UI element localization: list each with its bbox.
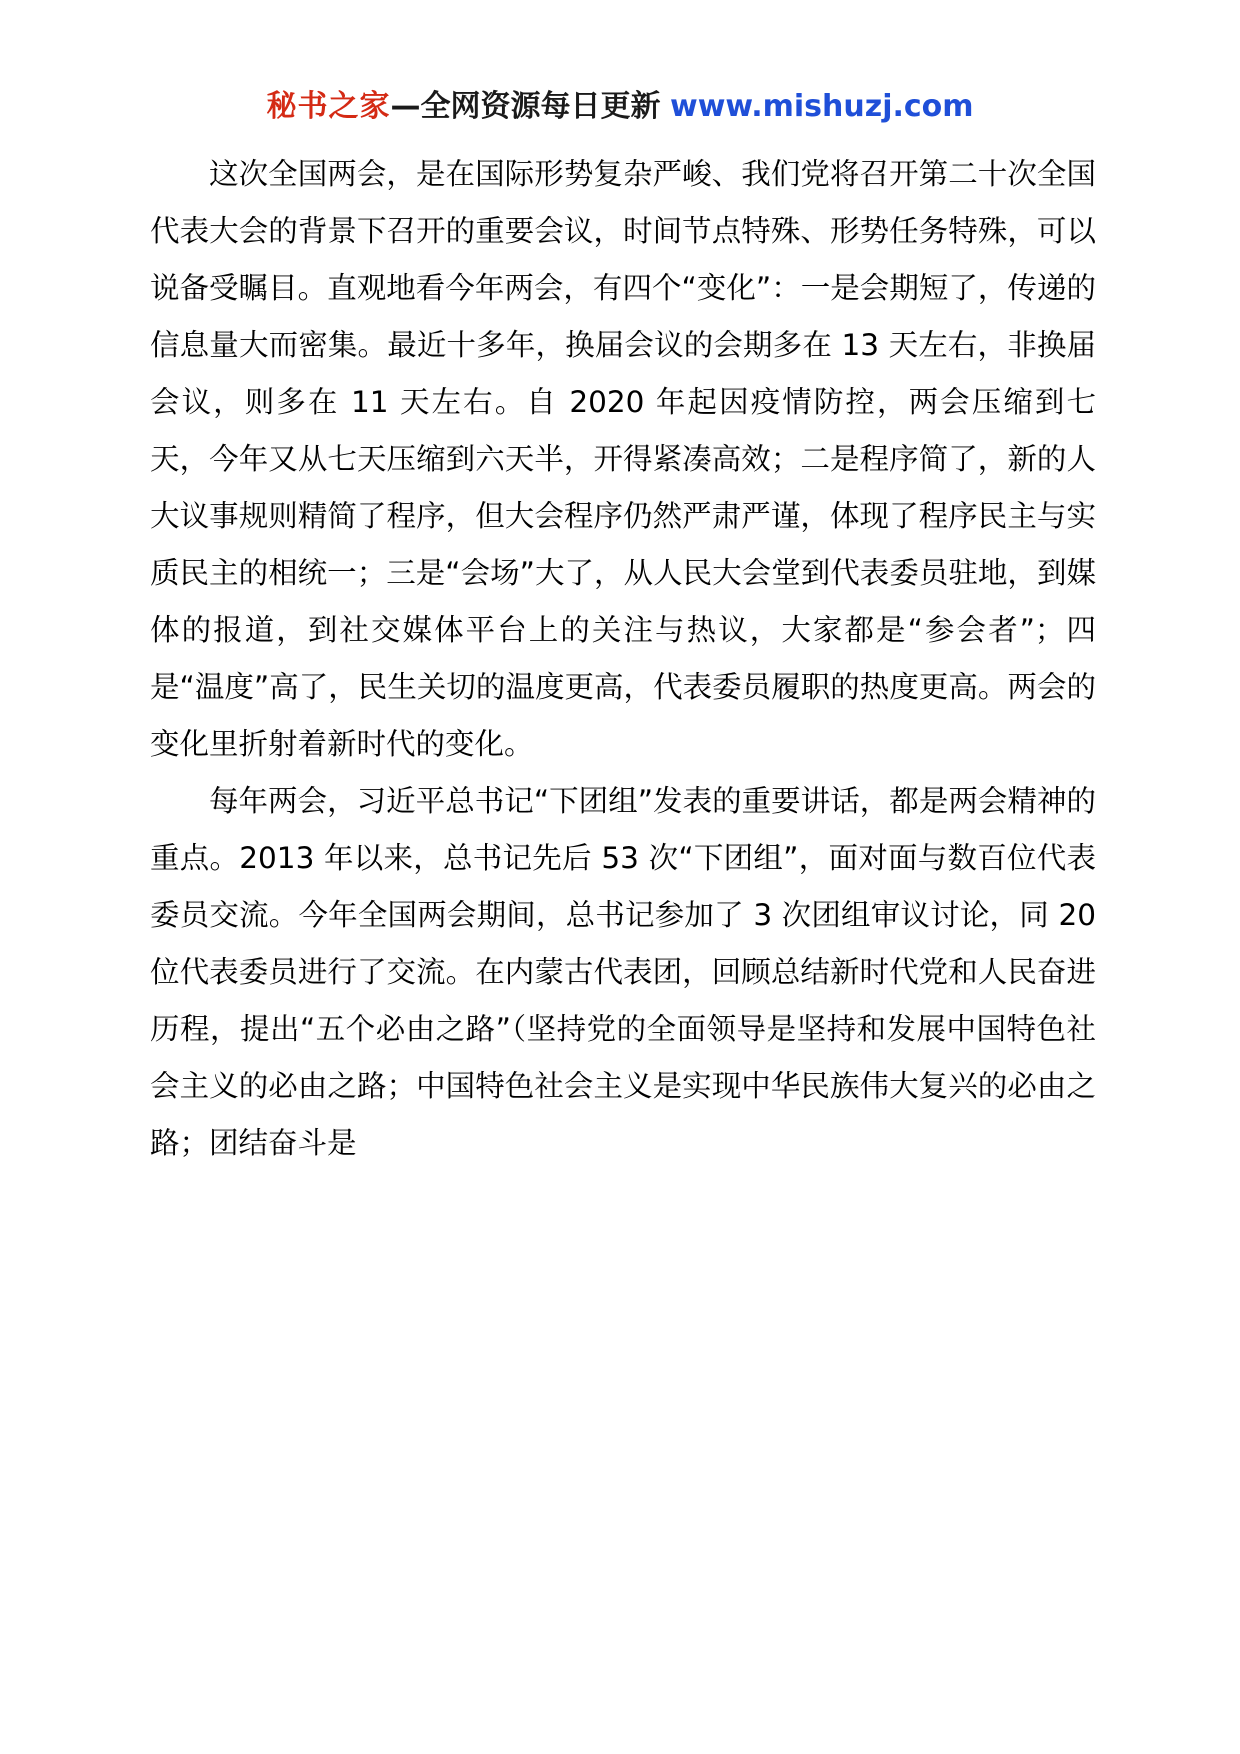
paragraph: 每年两会，习近平总书记“下团组”发表的重要讲话，都是两会精神的重点。2013 年以来，总书记先后 53 次“下团组”，面对面与数百位代表委员交流。今年全国两会期间，总书记参加了 3 次团组审议讨论，同 20 位代表委员进行了交流。在内蒙古代表团，回顾总结新时代党和人民奋进历程，提出“五个必由之路”（坚持党的全面领导是坚持和发展中国特色社会主义的必由之路；中国特色社会主义是实现中华民族伟大复兴的必由之路；团结奋斗是 <box>150 784 1096 1160</box>
paragraph: 这次全国两会，是在国际形势复杂严峻、我们党将召开第二十次全国代表大会的背景下召开的重要会议，时间节点特殊、形势任务特殊，可以说备受瞩目。直观地看今年两会，有四个“变化”：一是会期短了，传递的信息量大而密集。最近十多年，换届会议的会期多在 13 天左右，非换届会议，则多在 11 天左右。自 2020 年起因疫情防控，两会压缩到七天，今年又从七天压缩到六天半，开得紧凑高效；二是程序简了，新的人大议事规则精简了程序，但大会程序仍然严肃严谨，体现了程序民主与实质民主的相统一；三是“会场”大了，从人民大会堂到代表委员驻地，到媒体的报道，到社交媒体平台上的关注与热议，大家都是“参会者”；四是“温度”高了，民生关切的温度更高，代表委员履职的热度更高。两会的变化里折射着新时代的变化。 <box>150 157 1096 761</box>
site-tagline: —全网资源每日更新 <box>390 89 661 124</box>
site-watermark-header <box>0 88 1240 126</box>
site-url[interactable]: www.mishuzj.com <box>670 89 974 124</box>
document-body <box>150 146 1096 1172</box>
site-brand-name: 秘书之家 <box>266 89 391 124</box>
